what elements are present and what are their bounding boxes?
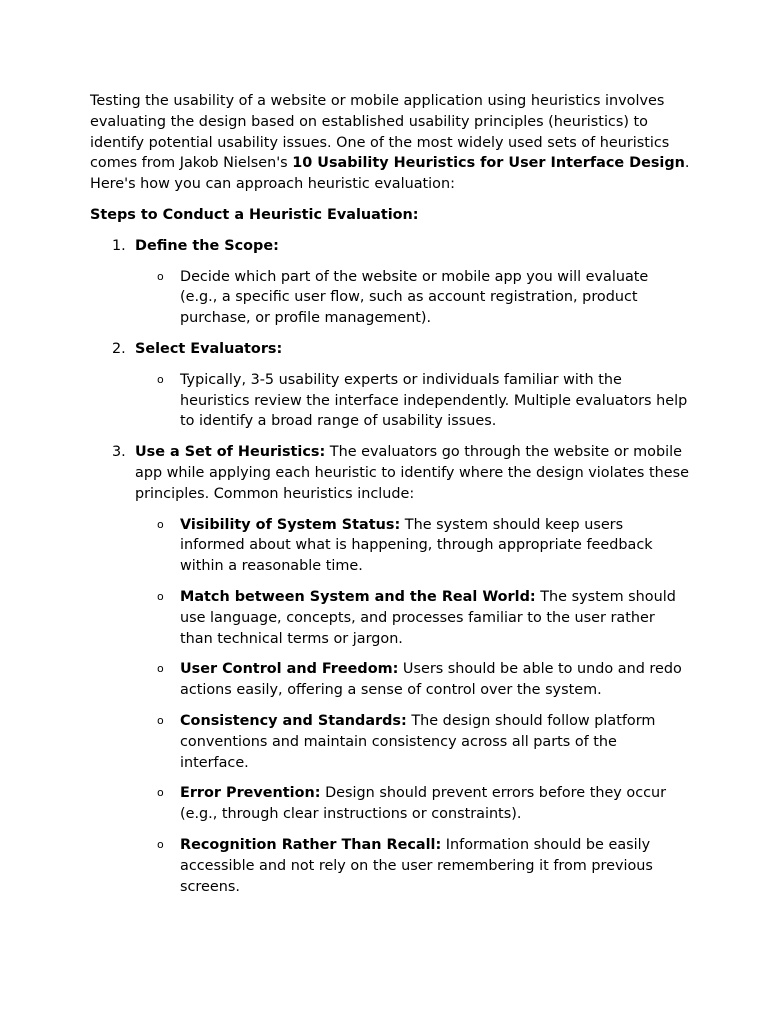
step-text: The evaluators go through the website or mobile app while applying each heuristic to identify where the design violates these principles. Common heuristics include: [135, 444, 689, 502]
subitem-text: The system should keep users informed about what is happening, through appropriate feedback within a reasonable time. [180, 516, 653, 575]
step-heading [135, 339, 690, 360]
step-title: Define the Scope: [135, 237, 279, 254]
subitem [135, 783, 690, 825]
step-subitems [135, 267, 690, 329]
subitem-text: Design should prevent errors before they occur (e.g., through clear instructions or constraints). [180, 785, 667, 823]
step-title: Use a Set of Heuristics: [135, 444, 326, 461]
subitem-text: Typically, 3-5 usability experts or individuals familiar with the heuristics review the interface independently. Multiple evaluators help to identify a broad range of usability issues. [180, 371, 688, 430]
step-subitems [135, 370, 690, 432]
bullet-icon: o [157, 837, 164, 851]
step-number: 2. [112, 340, 126, 357]
subitem-text: The design should follow platform conventions and maintain consistency across all parts of the interface. [180, 712, 656, 771]
steps-heading: Steps to Conduct a Heuristic Evaluation: [90, 206, 419, 223]
step-subitems [135, 515, 690, 898]
subitem-text: Users should be able to undo and redo actions easily, offering a sense of control over the system. [180, 661, 682, 699]
subitem-title: Visibility of System Status: [180, 516, 401, 533]
bullet-icon: o [157, 662, 164, 676]
bullet-icon: o [157, 713, 164, 727]
subitem-title: User Control and Freedom: [180, 661, 399, 678]
step-heading [135, 442, 690, 504]
subitem-text: The system should use language, concepts, and processes familiar to the user rather than technical terms or jargon. [180, 588, 676, 647]
subitem-title: Recognition Rather Than Recall: [180, 836, 442, 853]
subitem [135, 267, 690, 329]
step-item [90, 339, 690, 432]
bullet-icon: o [157, 372, 164, 386]
subitem-title: Error Prevention: [180, 785, 321, 802]
intro-text-end: . Here's how you can approach heuristic evaluation: [90, 155, 690, 193]
subitem-text: Information should be easily accessible and not rely on the user remembering it from previous screens. [180, 836, 653, 895]
subitem [135, 711, 690, 773]
intro-text: Testing the usability of a website or mobile application using heuristics involves evaluating the design based on established usability principles (heuristics) to identify potential usability issues. One of the most widely used sets of heuristics comes from Jakob Nielsen's [90, 93, 670, 172]
document-page [90, 91, 690, 897]
bullet-icon: o [157, 589, 164, 603]
step-item [90, 442, 690, 897]
subitem-title: Consistency and Standards: [180, 712, 407, 729]
subitem [135, 835, 690, 897]
step-number: 3. [112, 444, 126, 461]
bullet-icon: o [157, 517, 164, 531]
subitem [135, 659, 690, 701]
intro-paragraph [90, 91, 690, 195]
step-heading [135, 236, 690, 257]
subitem [135, 515, 690, 577]
bullet-icon: o [157, 786, 164, 800]
step-title: Select Evaluators: [135, 340, 283, 357]
step-item [90, 236, 690, 329]
subitem-text: Decide which part of the website or mobile app you will evaluate (e.g., a specific user flow, such as account registration, product purchase, or profile management). [180, 268, 649, 327]
subitem [135, 370, 690, 432]
subitem [135, 587, 690, 649]
steps-list [90, 236, 690, 898]
step-number: 1. [112, 237, 126, 254]
subitem-title: Match between System and the Real World: [180, 588, 536, 605]
intro-bold-title: 10 Usability Heuristics for User Interface Design [292, 155, 685, 172]
bullet-icon: o [157, 269, 164, 283]
